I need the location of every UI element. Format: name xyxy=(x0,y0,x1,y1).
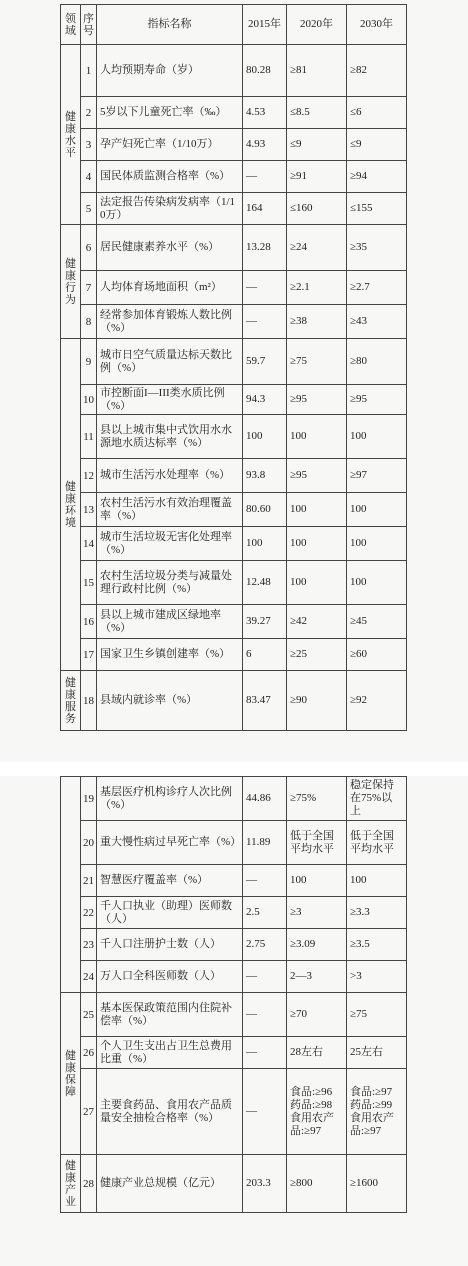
indicator-name-cell: 县以上城市建成区绿地率（%） xyxy=(97,605,243,639)
seq-cell: 16 xyxy=(81,605,97,639)
table-row xyxy=(61,225,407,271)
table-row xyxy=(61,129,407,161)
table-row xyxy=(61,1155,407,1213)
indicator-name-cell: 健康产业总规模（亿元） xyxy=(97,1155,243,1213)
indicator-name-cell: 主要食药品、食用农产品质量安全抽检合格率（%） xyxy=(97,1069,243,1155)
value-2015-cell: 2.5 xyxy=(243,897,287,929)
indicator-table-part-1 xyxy=(60,4,407,731)
seq-cell: 1 xyxy=(81,45,97,97)
target-2020-cell: ≥3.09 xyxy=(287,929,347,961)
value-2015-cell: 83.47 xyxy=(243,671,287,731)
target-2020-cell: ≥2.1 xyxy=(287,271,347,305)
table-row xyxy=(61,97,407,129)
target-2030-cell: ≥94 xyxy=(347,161,407,193)
table-row xyxy=(61,161,407,193)
seq-cell: 8 xyxy=(81,305,97,339)
target-2020-cell: ≤160 xyxy=(287,193,347,225)
table-row xyxy=(61,1037,407,1069)
value-2015-cell: 11.89 xyxy=(243,821,287,865)
indicator-name-cell: 经常参加体育锻炼人数比例（%） xyxy=(97,305,243,339)
target-2030-cell: ≤9 xyxy=(347,129,407,161)
seq-cell: 3 xyxy=(81,129,97,161)
indicator-name-cell: 县域内就诊率（%） xyxy=(97,671,243,731)
value-2015-cell: 93.8 xyxy=(243,459,287,493)
header-2030: 2030年 xyxy=(347,5,407,45)
value-2015-cell: 94.3 xyxy=(243,385,287,415)
target-2030-cell: ≥92 xyxy=(347,671,407,731)
header-2020: 2020年 xyxy=(287,5,347,45)
table-row xyxy=(61,561,407,605)
target-2030-cell: ≥3.5 xyxy=(347,929,407,961)
target-2020-cell: ≤9 xyxy=(287,129,347,161)
target-2030-cell: 100 xyxy=(347,493,407,527)
target-2030-cell: ≥60 xyxy=(347,639,407,671)
target-2030-cell: ≥2.7 xyxy=(347,271,407,305)
value-2015-cell: 4.53 xyxy=(243,97,287,129)
table-row xyxy=(61,385,407,415)
seq-cell: 22 xyxy=(81,897,97,929)
value-2015-cell: 164 xyxy=(243,193,287,225)
seq-cell: 9 xyxy=(81,339,97,385)
target-2020-cell: 28左右 xyxy=(287,1037,347,1069)
target-2030-cell: ≤155 xyxy=(347,193,407,225)
table-row xyxy=(61,929,407,961)
value-2015-cell: 12.48 xyxy=(243,561,287,605)
target-2030-cell: ≥1600 xyxy=(347,1155,407,1213)
seq-cell: 24 xyxy=(81,961,97,993)
target-2020-cell: 食品:≥96 药品:≥98 食用农产品:≥97 xyxy=(287,1069,347,1155)
indicator-name-cell: 市控断面I—III类水质比例（%） xyxy=(97,385,243,415)
target-2030-cell: 食品:≥97 药品:≥99 食用农产品:≥97 xyxy=(347,1069,407,1155)
target-2030-cell: 100 xyxy=(347,865,407,897)
target-2020-cell: ≥95 xyxy=(287,385,347,415)
value-2015-cell: 80.28 xyxy=(243,45,287,97)
target-2030-cell: >3 xyxy=(347,961,407,993)
seq-cell: 18 xyxy=(81,671,97,731)
target-2030-cell: 低于全国平均水平 xyxy=(347,821,407,865)
seq-cell: 21 xyxy=(81,865,97,897)
domain-cell: 健康保障 xyxy=(61,993,81,1155)
value-2015-cell: 39.27 xyxy=(243,605,287,639)
target-2030-cell: 100 xyxy=(347,561,407,605)
table-row xyxy=(61,271,407,305)
domain-cell: 健康产业 xyxy=(61,1155,81,1213)
indicator-name-cell: 万人口全科医师数（人） xyxy=(97,961,243,993)
target-2030-cell: ≥35 xyxy=(347,225,407,271)
domain-cell-continued xyxy=(61,777,81,993)
indicator-name-cell: 城市日空气质量达标天数比例（%） xyxy=(97,339,243,385)
indicator-name-cell: 人均体育场地面积（m²） xyxy=(97,271,243,305)
header-domain: 领域 xyxy=(61,5,81,45)
table-row xyxy=(61,527,407,561)
target-2020-cell: 低于全国平均水平 xyxy=(287,821,347,865)
target-2020-cell: ≥95 xyxy=(287,459,347,493)
seq-cell: 14 xyxy=(81,527,97,561)
domain-cell: 健康行为 xyxy=(61,225,81,339)
value-2015-cell: — xyxy=(243,993,287,1037)
target-2020-cell: ≥38 xyxy=(287,305,347,339)
target-2030-cell: 100 xyxy=(347,527,407,561)
target-2030-cell: 25左右 xyxy=(347,1037,407,1069)
seq-cell: 11 xyxy=(81,415,97,459)
table-row xyxy=(61,415,407,459)
target-2020-cell: ≥25 xyxy=(287,639,347,671)
value-2015-cell: — xyxy=(243,865,287,897)
seq-cell: 13 xyxy=(81,493,97,527)
target-2030-cell: ≥43 xyxy=(347,305,407,339)
table-row xyxy=(61,671,407,731)
value-2015-cell: — xyxy=(243,1069,287,1155)
seq-cell: 6 xyxy=(81,225,97,271)
seq-cell: 7 xyxy=(81,271,97,305)
table-row xyxy=(61,459,407,493)
target-2020-cell: ≥70 xyxy=(287,993,347,1037)
indicator-name-cell: 5岁以下儿童死亡率（‰） xyxy=(97,97,243,129)
target-2020-cell: ≥3 xyxy=(287,897,347,929)
indicator-name-cell: 孕产妇死亡率（1/10万） xyxy=(97,129,243,161)
target-2030-cell: ≥45 xyxy=(347,605,407,639)
indicator-name-cell: 法定报告传染病发病率（1/10万） xyxy=(97,193,243,225)
value-2015-cell: — xyxy=(243,271,287,305)
seq-cell: 2 xyxy=(81,97,97,129)
indicator-name-cell: 农村生活垃圾分类与减量处理行政村比例（%） xyxy=(97,561,243,605)
value-2015-cell: — xyxy=(243,1037,287,1069)
seq-cell: 19 xyxy=(81,777,97,821)
domain-cell: 健康环境 xyxy=(61,339,81,671)
target-2020-cell: ≥90 xyxy=(287,671,347,731)
seq-cell: 12 xyxy=(81,459,97,493)
indicator-name-cell: 智慧医疗覆盖率（%） xyxy=(97,865,243,897)
table-row xyxy=(61,339,407,385)
target-2030-cell: ≥3.3 xyxy=(347,897,407,929)
table-row xyxy=(61,493,407,527)
seq-cell: 27 xyxy=(81,1069,97,1155)
value-2015-cell: — xyxy=(243,161,287,193)
seq-cell: 28 xyxy=(81,1155,97,1213)
table-page-2 xyxy=(0,776,468,1266)
value-2015-cell: 203.3 xyxy=(243,1155,287,1213)
value-2015-cell: 100 xyxy=(243,527,287,561)
target-2020-cell: 100 xyxy=(287,561,347,605)
table-row xyxy=(61,193,407,225)
table-row xyxy=(61,961,407,993)
value-2015-cell: 4.93 xyxy=(243,129,287,161)
domain-cell: 健康水平 xyxy=(61,45,81,225)
indicator-name-cell: 农村生活污水有效治理覆盖率（%） xyxy=(97,493,243,527)
seq-cell: 10 xyxy=(81,385,97,415)
indicator-name-cell: 国民体质监测合格率（%） xyxy=(97,161,243,193)
seq-cell: 23 xyxy=(81,929,97,961)
indicator-name-cell: 人均预期寿命（岁） xyxy=(97,45,243,97)
value-2015-cell: — xyxy=(243,305,287,339)
target-2020-cell: 100 xyxy=(287,415,347,459)
value-2015-cell: 13.28 xyxy=(243,225,287,271)
header-seq: 序号 xyxy=(81,5,97,45)
value-2015-cell: 80.60 xyxy=(243,493,287,527)
indicator-name-cell: 国家卫生乡镇创建率（%） xyxy=(97,639,243,671)
target-2020-cell: ≥75 xyxy=(287,339,347,385)
indicator-name-cell: 基本医保政策范围内住院补偿率（%） xyxy=(97,993,243,1037)
indicator-name-cell: 城市生活污水处理率（%） xyxy=(97,459,243,493)
value-2015-cell: 59.7 xyxy=(243,339,287,385)
table-row xyxy=(61,1069,407,1155)
target-2030-cell: ≥75 xyxy=(347,993,407,1037)
target-2020-cell: ≥75% xyxy=(287,777,347,821)
target-2020-cell: 2—3 xyxy=(287,961,347,993)
target-2030-cell: 稳定保持在75%以上 xyxy=(347,777,407,821)
target-2020-cell: 100 xyxy=(287,527,347,561)
value-2015-cell: 44.86 xyxy=(243,777,287,821)
target-2020-cell: ≥24 xyxy=(287,225,347,271)
table-row xyxy=(61,993,407,1037)
seq-cell: 4 xyxy=(81,161,97,193)
indicator-name-cell: 个人卫生支出占卫生总费用比重（%） xyxy=(97,1037,243,1069)
target-2020-cell: ≥42 xyxy=(287,605,347,639)
target-2030-cell: 100 xyxy=(347,415,407,459)
table-header-row xyxy=(61,5,407,45)
target-2030-cell: ≤6 xyxy=(347,97,407,129)
seq-cell: 25 xyxy=(81,993,97,1037)
indicator-name-cell: 重大慢性病过早死亡率（%） xyxy=(97,821,243,865)
indicator-name-cell: 千人口执业（助理）医师数（人） xyxy=(97,897,243,929)
target-2020-cell: 100 xyxy=(287,493,347,527)
table-row xyxy=(61,45,407,97)
seq-cell: 15 xyxy=(81,561,97,605)
target-2030-cell: ≥80 xyxy=(347,339,407,385)
seq-cell: 26 xyxy=(81,1037,97,1069)
table-row xyxy=(61,821,407,865)
indicator-name-cell: 千人口注册护士数（人） xyxy=(97,929,243,961)
target-2020-cell: 100 xyxy=(287,865,347,897)
target-2020-cell: ≤8.5 xyxy=(287,97,347,129)
table-row xyxy=(61,305,407,339)
indicator-name-cell: 县以上城市集中式饮用水水源地水质达标率（%） xyxy=(97,415,243,459)
target-2030-cell: ≥82 xyxy=(347,45,407,97)
table-row xyxy=(61,777,407,821)
indicator-table-part-2 xyxy=(60,776,407,1213)
table-row xyxy=(61,605,407,639)
domain-cell: 健康服务 xyxy=(61,671,81,731)
table-row xyxy=(61,865,407,897)
seq-cell: 20 xyxy=(81,821,97,865)
seq-cell: 17 xyxy=(81,639,97,671)
table-row xyxy=(61,897,407,929)
value-2015-cell: 2.75 xyxy=(243,929,287,961)
value-2015-cell: 6 xyxy=(243,639,287,671)
target-2030-cell: ≥97 xyxy=(347,459,407,493)
header-2015: 2015年 xyxy=(243,5,287,45)
target-2020-cell: ≥91 xyxy=(287,161,347,193)
indicator-name-cell: 城市生活垃圾无害化处理率（%） xyxy=(97,527,243,561)
target-2030-cell: ≥95 xyxy=(347,385,407,415)
value-2015-cell: — xyxy=(243,961,287,993)
value-2015-cell: 100 xyxy=(243,415,287,459)
target-2020-cell: ≥81 xyxy=(287,45,347,97)
indicator-name-cell: 基层医疗机构诊疗人次比例（%） xyxy=(97,777,243,821)
target-2020-cell: ≥800 xyxy=(287,1155,347,1213)
header-name: 指标名称 xyxy=(97,5,243,45)
table-row xyxy=(61,639,407,671)
indicator-name-cell: 居民健康素养水平（%） xyxy=(97,225,243,271)
seq-cell: 5 xyxy=(81,193,97,225)
